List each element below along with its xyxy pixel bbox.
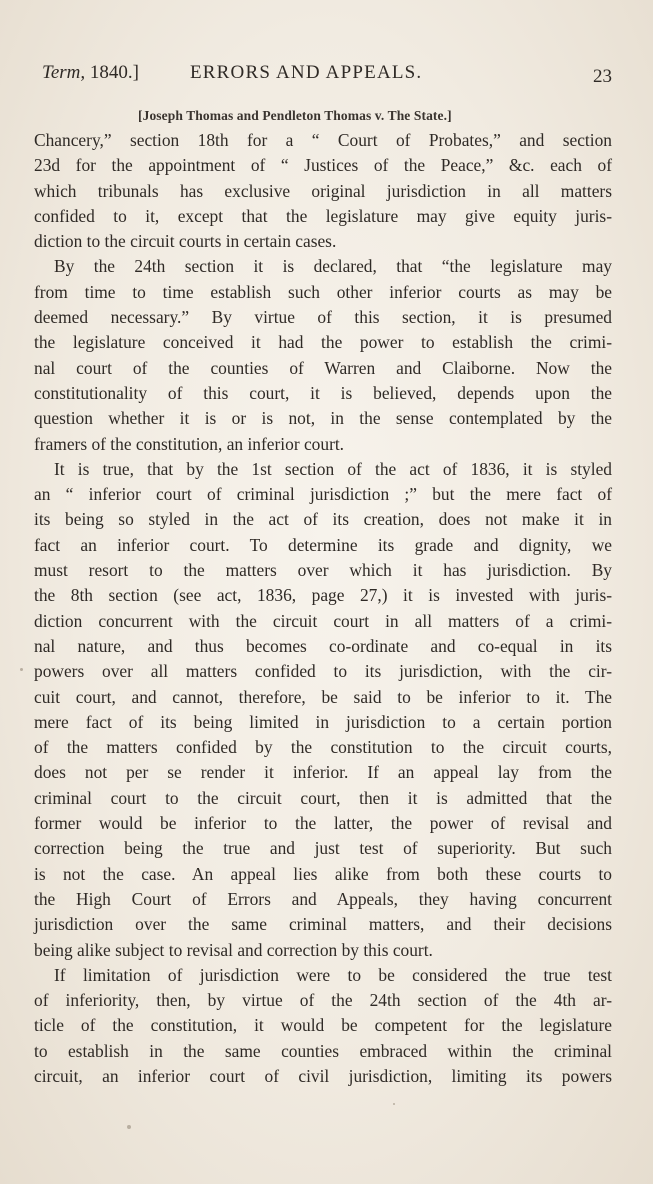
term-label — [42, 62, 139, 84]
paper-speck — [127, 1125, 131, 1129]
text-line: constitutionality of this court, it is believed, depends upon the — [34, 382, 612, 403]
text-line: must resort to the matters over which it has jurisdiction. By — [34, 560, 612, 581]
text-line: nal nature, and thus becomes co-ordinate and co-equal in its — [34, 635, 612, 656]
text-line: question whether it is or is not, in the sense contemplated by the — [34, 408, 612, 429]
text-line: If limitation of jurisdiction were to be considered the true test — [54, 964, 612, 985]
text-line: ticle of the constitution, it would be competent for the legislature — [34, 1015, 612, 1036]
text-line: to establish in the same counties embraced within the criminal — [34, 1040, 612, 1061]
text-line: an “ inferior court of criminal jurisdiction ;” but the mere fact of — [34, 484, 612, 505]
page-number: 23 — [593, 66, 612, 87]
text-line: the 8th section (see act, 1836, page 27,) it is invested with juris- — [34, 585, 612, 606]
text-line: the legislature conceived it had the power to establish the crimi- — [34, 332, 612, 353]
text-line: By the 24th section it is declared, that “the legislature may — [54, 256, 612, 277]
running-header — [42, 62, 614, 86]
text-line: correction being the true and just test of superiority. But such — [34, 838, 612, 859]
text-line: circuit, an inferior court of civil jurisdiction, limiting its powers — [34, 1065, 612, 1086]
text-line: from time to time establish such other inferior courts as may be — [34, 281, 612, 302]
term-word: Term, — [42, 62, 86, 83]
case-caption: [Joseph Thomas and Pendleton Thomas v. The State.] — [138, 108, 452, 123]
text-line: powers over all matters confided to its jurisdiction, with the cir- — [34, 661, 612, 682]
text-line: deemed necessary.” By virtue of this section, it is presumed — [34, 307, 612, 328]
text-line: diction concurrent with the circuit court in all matters of a crimi- — [34, 610, 612, 631]
text-line: the High Court of Errors and Appeals, they having concurrent — [34, 888, 612, 909]
text-line: of the matters confided by the constitution to the circuit courts, — [34, 737, 612, 758]
text-line: Chancery,” section 18th for a “ Court of Probates,” and section — [34, 130, 612, 150]
text-line: jurisdiction over the same criminal matters, and their decisions — [34, 914, 612, 935]
text-line: nal court of the counties of Warren and Claiborne. Now the — [34, 357, 612, 378]
text-line: criminal court to the circuit court, then it is admitted that the — [34, 787, 612, 808]
text-line: of inferiority, then, by virtue of the 24th section of the 4th ar- — [34, 990, 612, 1011]
text-line: fact an inferior court. To determine its grade and dignity, we — [34, 534, 612, 555]
term-year: 1840.] — [89, 62, 139, 83]
text-line: It is true, that by the 1st section of the act of 1836, it is styled — [54, 458, 612, 479]
text-line: which tribunals has exclusive original jurisdiction in all matters — [34, 180, 612, 201]
text-line: is not the case. An appeal lies alike from both these courts to — [34, 863, 612, 884]
text-line: mere fact of its being limited in jurisdiction to a certain portion — [34, 711, 612, 732]
text-line: does not per se render it inferior. If an appeal lay from the — [34, 762, 612, 783]
paper-speck — [393, 1103, 395, 1105]
text-line: its being so styled in the act of its creation, does not make it in — [34, 509, 612, 530]
text-line: confided to it, except that the legislature may give equity juris- — [34, 205, 612, 226]
text-line: 23d for the appointment of “ Justices of the Peace,” &c. each of — [34, 155, 612, 176]
text-line: cuit court, and cannot, therefore, be said to be inferior to it. The — [34, 686, 612, 707]
body-text — [34, 128, 612, 1089]
running-title: ERRORS AND APPEALS. — [190, 62, 423, 83]
text-line: former would be inferior to the latter, the power of revisal and — [34, 813, 612, 834]
text-line: framers of the constitution, an inferior court. — [34, 433, 345, 454]
text-line: being alike subject to revisal and correction by this court. — [34, 939, 433, 960]
text-line: diction to the circuit courts in certain cases. — [34, 231, 337, 252]
paper-speck — [20, 668, 23, 671]
